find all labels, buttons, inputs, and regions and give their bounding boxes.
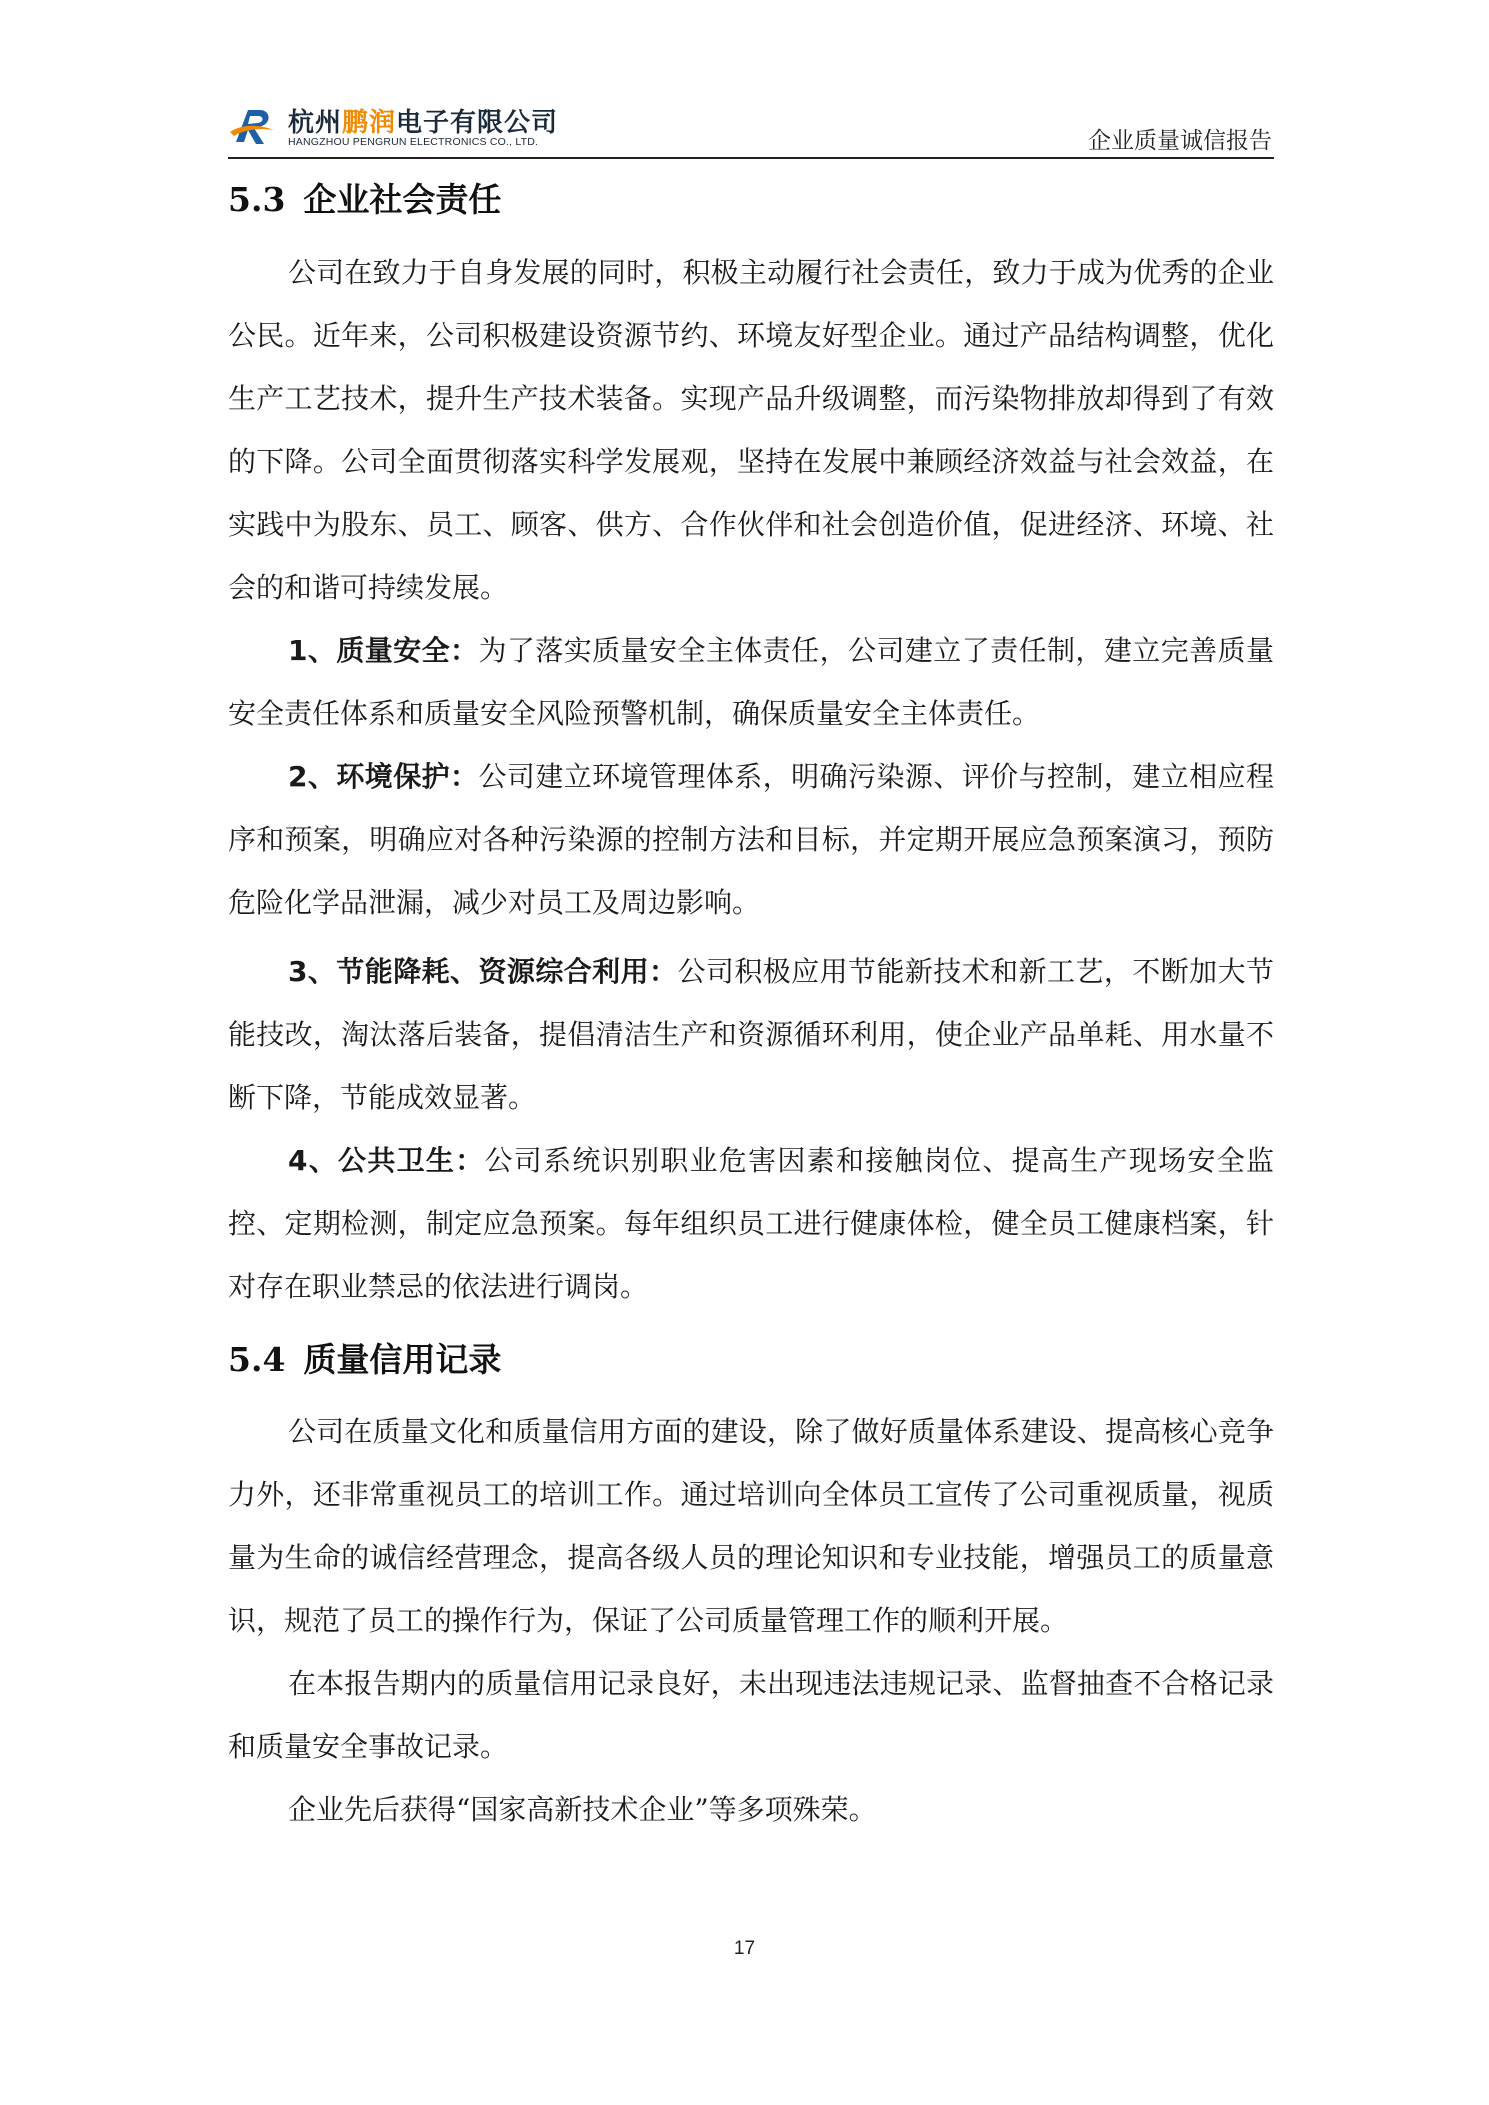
- page-number: 17: [733, 1938, 756, 1959]
- section-heading-quality-credit: 5.4 质量信用记录: [228, 1340, 502, 1379]
- report-title: 企业质量诚信报告: [1088, 128, 1272, 154]
- paragraph-public-health: 4、公共卫生：公司系统识别职业危害因素和接触岗位、提高生产现场安全监控、定期检测，制定应急预案。每年组织员工进行健康体检，健全员工健康档案，针对存在职业禁忌的依法进行调岗。: [228, 1144, 1274, 1303]
- header-divider: [228, 157, 1274, 159]
- document-body: [228, 170, 1274, 1841]
- section-heading-social-responsibility: 5.3 企业社会责任: [228, 180, 502, 219]
- paragraph-honors: 企业先后获得“国家高新技术企业”等多项殊荣。: [288, 1793, 877, 1826]
- pengrun-logo-icon: [228, 102, 278, 152]
- paragraph-quality-safety: 1、质量安全：为了落实质量安全主体责任，公司建立了责任制，建立完善质量安全责任体系和质量安全风险预警机制，确保质量安全主体责任。: [228, 634, 1274, 730]
- paragraph-social-responsibility-intro: 公司在致力于自身发展的同时，积极主动履行社会责任，致力于成为优秀的企业公民。近年来，公司积极建设资源节约、环境友好型企业。通过产品结构调整，优化生产工艺技术，提升生产技术装备。实现产品升级调整，而污染物排放却得到了有效的下降。公司全面贯彻落实科学发展观，坚持在发展中兼顾经济效益与社会效益，在实践中为股东、员工、顾客、供方、合作伙伴和社会创造价值，促进经济、环境、社会的和谐可持续发展。: [228, 256, 1274, 604]
- paragraph-environmental-protection: 2、环境保护：公司建立环境管理体系，明确污染源、评价与控制，建立相应程序和预案，明确应对各种污染源的控制方法和目标，并定期开展应急预案演习，预防危险化学品泄漏，减少对员工及周边影响。: [228, 760, 1274, 919]
- page-header: [228, 100, 1274, 160]
- paragraph-quality-culture: 公司在质量文化和质量信用方面的建设，除了做好质量体系建设、提高核心竞争力外，还非常重视员工的培训工作。通过培训向全体员工宣传了公司重视质量，视质量为生命的诚信经营理念，提高各级人员的理论知识和专业技能，增强员工的质量意识，规范了员工的操作行为，保证了公司质量管理工作的顺利开展。: [228, 1415, 1274, 1637]
- paragraph-energy-saving: 3、节能降耗、资源综合利用：公司积极应用节能新技术和新工艺，不断加大节能技改，淘汰落后装备，提倡清洁生产和资源循环利用，使企业产品单耗、用水量不断下降，节能成效显著。: [228, 955, 1275, 1114]
- company-name-cn: 杭州鹏润电子有限公司: [288, 108, 559, 138]
- company-name-en: HANGZHOU PENGRUN ELECTRONICS CO., LTD.: [288, 136, 539, 148]
- paragraph-credit-record: 在本报告期内的质量信用记录良好，未出现违法违规记录、监督抽查不合格记录和质量安全事故记录。: [228, 1667, 1274, 1763]
